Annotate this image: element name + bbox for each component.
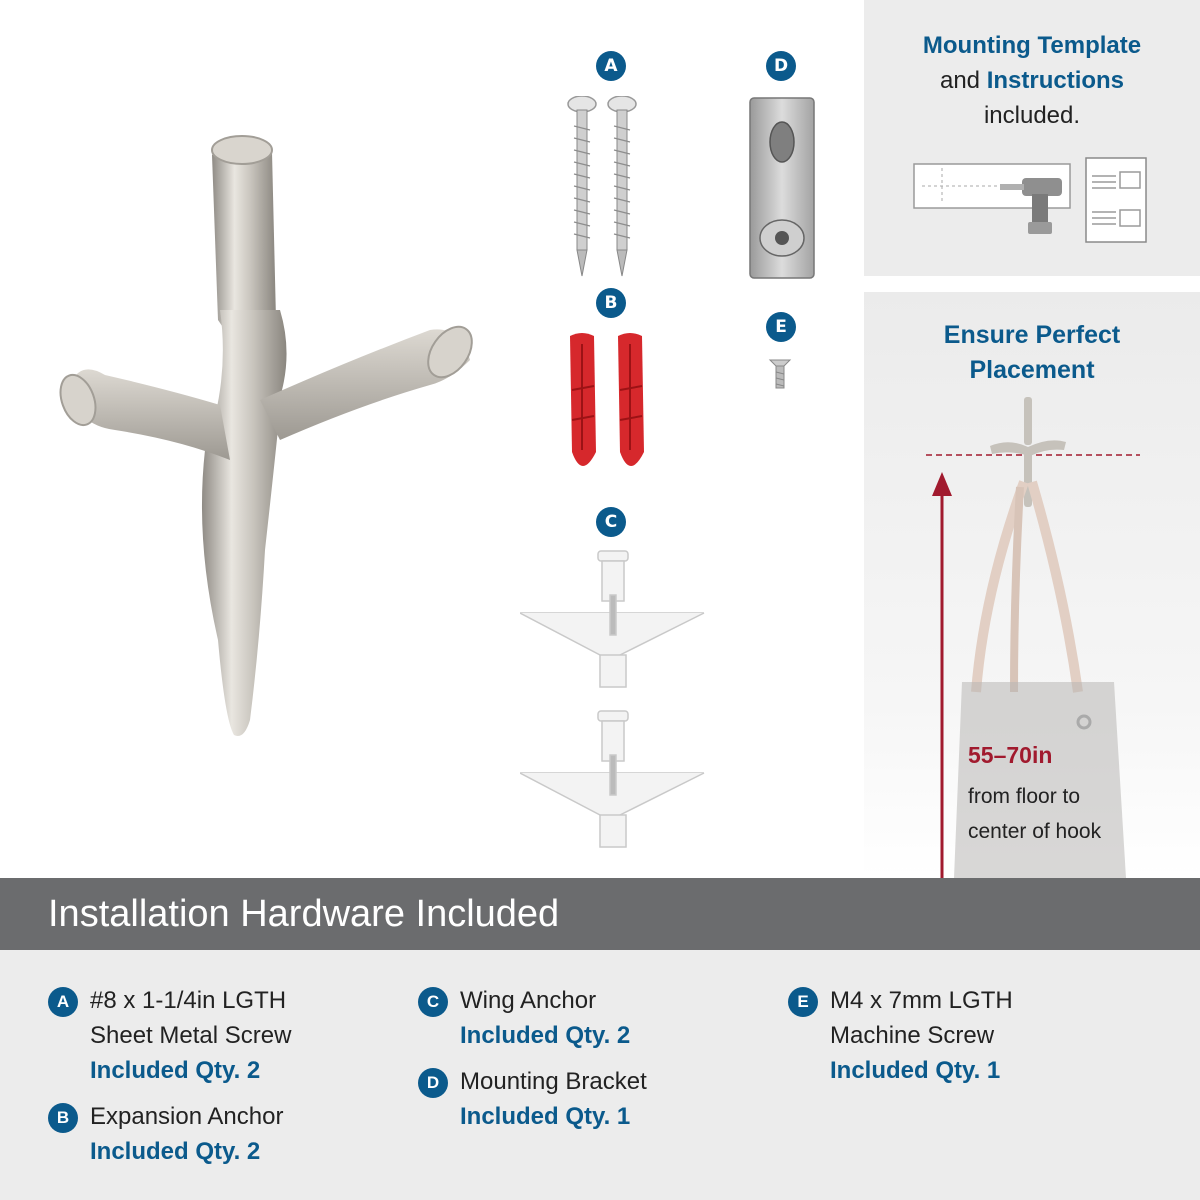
parts-column [500, 40, 860, 880]
placement-panel [864, 292, 1200, 878]
item-b-qty: Included Qty. 2 [90, 1138, 261, 1165]
height-desc-line2: center of hook [968, 820, 1102, 843]
banner-title: Installation Hardware Included [48, 893, 560, 935]
hardware-banner [0, 878, 1200, 950]
template-and: and [939, 67, 981, 94]
item-a-line1: #8 x 1-1/4in LGTH [90, 987, 287, 1014]
placement-title-line2: Placement [969, 356, 1095, 384]
instructions-sheet-icon [1086, 158, 1146, 242]
part-badge-c: C [596, 507, 626, 537]
item-d-line1: Mounting Bracket [460, 1068, 647, 1095]
item-e-qty: Included Qty. 1 [830, 1057, 1001, 1084]
item-b-line1: Expansion Anchor [90, 1103, 284, 1130]
hook-image [30, 120, 520, 760]
mounting-bracket-image [746, 96, 818, 280]
part-badge-e: E [766, 312, 796, 342]
item-a-line2: Sheet Metal Screw [90, 1022, 292, 1049]
template-instructions: Instructions [986, 67, 1125, 94]
item-badge-b: B [48, 1103, 78, 1133]
machine-screw-image [768, 358, 792, 390]
template-panel [864, 0, 1200, 276]
template-title: Mounting Template [922, 32, 1142, 59]
template-included: included. [983, 102, 1081, 129]
template-icons [912, 156, 1162, 246]
item-badge-d: D [418, 1068, 448, 1098]
height-range: 55–70in [968, 742, 1053, 768]
arrow-head-icon [932, 472, 952, 496]
part-badge-d: D [766, 51, 796, 81]
sheet-metal-screw-image [562, 96, 642, 286]
height-desc-line1: from floor to [968, 785, 1081, 808]
part-badge-a: A [596, 51, 626, 81]
item-a-qty: Included Qty. 2 [90, 1057, 261, 1084]
placement-title-line1: Ensure Perfect [943, 321, 1121, 349]
item-badge-a: A [48, 987, 78, 1017]
item-e-line1: M4 x 7mm LGTH [830, 987, 1013, 1014]
item-badge-e: E [788, 987, 818, 1017]
wing-anchor-image [520, 545, 710, 855]
expansion-anchor-image [566, 330, 656, 482]
hook-small-icon [990, 397, 1066, 507]
item-e-line2: Machine Screw [830, 1022, 995, 1049]
part-badge-b: B [596, 288, 626, 318]
item-c-line1: Wing Anchor [460, 987, 597, 1014]
item-d-qty: Included Qty. 1 [460, 1103, 631, 1130]
hardware-details [0, 950, 1200, 1200]
item-badge-c: C [418, 987, 448, 1017]
item-c-qty: Included Qty. 2 [460, 1022, 631, 1049]
